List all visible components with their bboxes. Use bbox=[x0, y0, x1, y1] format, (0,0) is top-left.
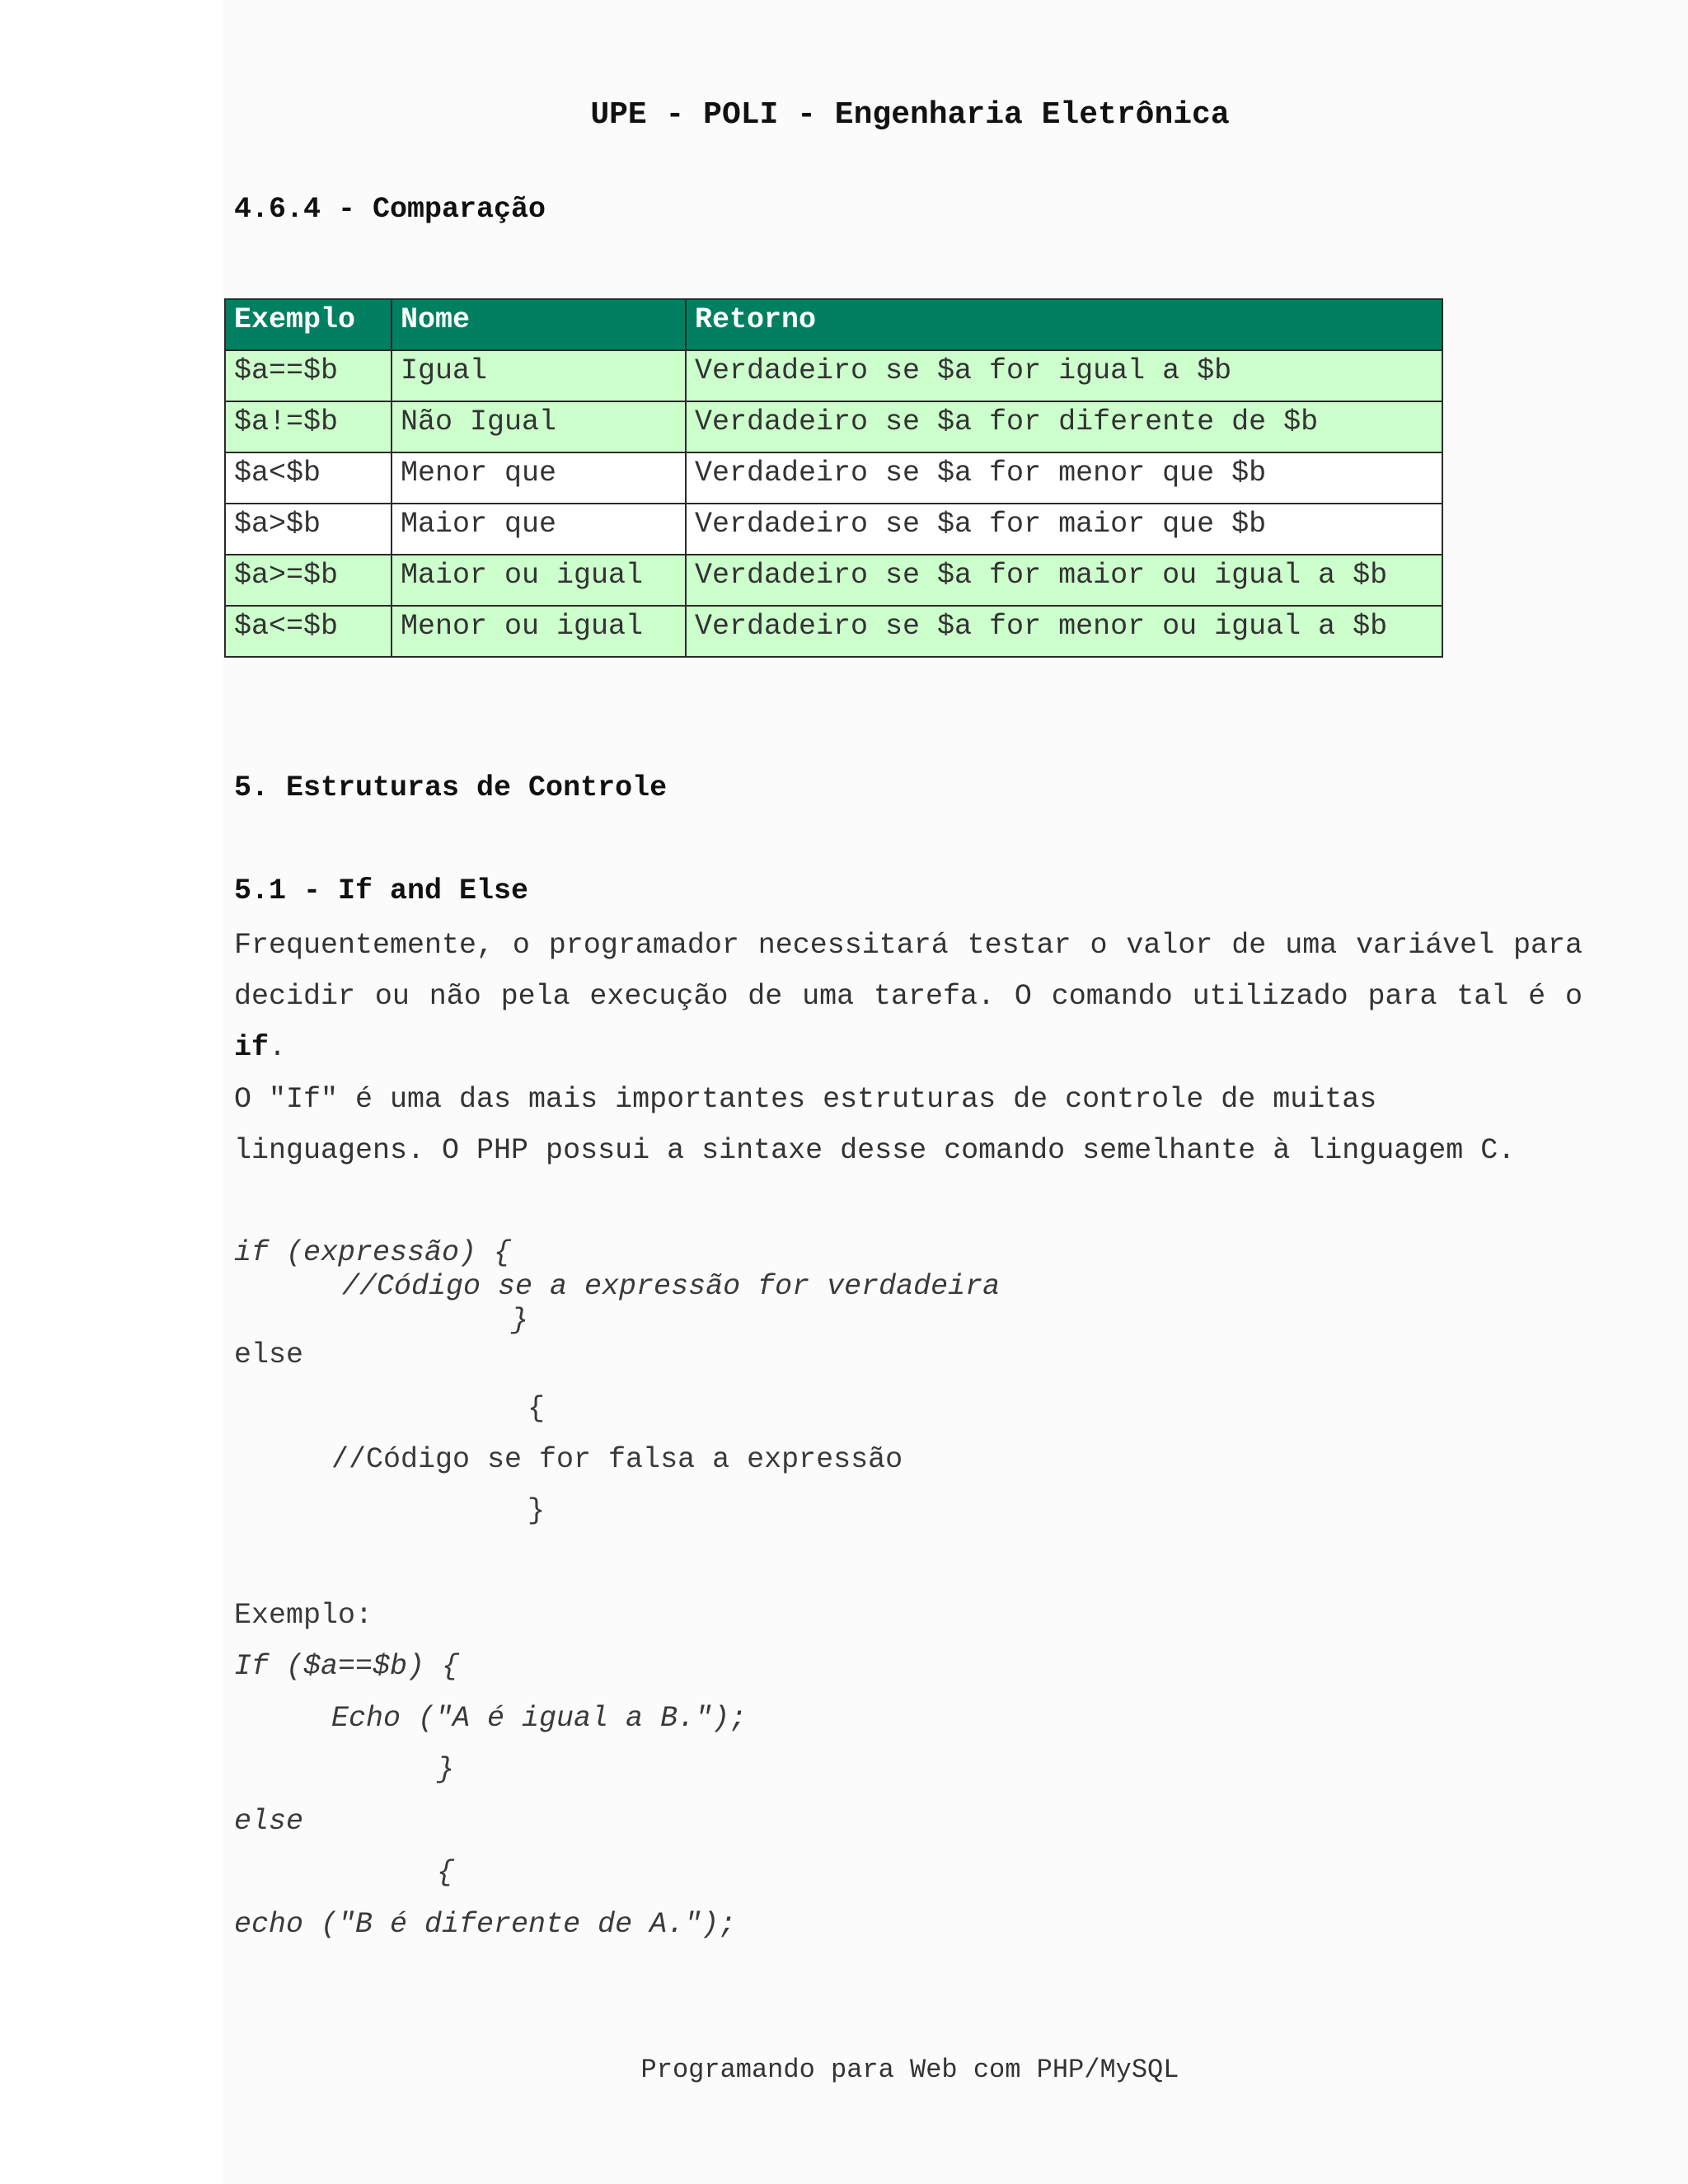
table-header-row bbox=[225, 299, 1442, 350]
table-row bbox=[225, 452, 1442, 504]
column-header-nome: Nome bbox=[392, 299, 686, 350]
code-syntax-line: //Código se a expressão for verdadeira bbox=[342, 1270, 1001, 1303]
example-label: Exemplo: bbox=[234, 1599, 373, 1632]
table-row bbox=[225, 606, 1442, 657]
table-cell-exemplo: $a>$b bbox=[225, 504, 392, 555]
paragraph-text: O "If" é uma das mais importantes estruturas de controle de muitas bbox=[234, 1083, 1377, 1116]
paragraph-text-last-line: linguagens. O PHP possui a sintaxe desse comando semelhante à linguagem C. bbox=[234, 1134, 1516, 1167]
table-cell-retorno: Verdadeiro se $a for maior que $b bbox=[686, 504, 1442, 555]
table-row bbox=[225, 504, 1442, 555]
paragraph-text-end: . bbox=[269, 1031, 287, 1064]
paragraph-if-importance bbox=[234, 1074, 1582, 1176]
table-cell-nome: Maior ou igual bbox=[392, 555, 686, 606]
table-cell-nome: Não Igual bbox=[392, 401, 686, 452]
table-cell-exemplo: $a<$b bbox=[225, 452, 392, 504]
paragraph-text: Frequentemente, o programador necessitará testar o valor de uma variável para decidir ou não pela execução de uma tarefa. O comando utilizado para tal é o bbox=[234, 929, 1582, 1013]
code-example-line: Echo ("A é igual a B."); bbox=[331, 1702, 748, 1735]
page-header-title: UPE - POLI - Engenharia Eletrônica bbox=[590, 97, 1230, 133]
table-cell-nome: Maior que bbox=[392, 504, 686, 555]
code-syntax-line: else bbox=[234, 1338, 304, 1371]
code-example-line: } bbox=[437, 1753, 455, 1786]
table-cell-exemplo: $a==$b bbox=[225, 350, 392, 401]
code-syntax-line: { bbox=[528, 1392, 546, 1425]
table-cell-exemplo: $a!=$b bbox=[225, 401, 392, 452]
keyword-if: if bbox=[234, 1031, 270, 1064]
table-cell-nome: Menor que bbox=[392, 452, 686, 504]
table-row bbox=[225, 401, 1442, 452]
code-syntax-line: if (expressão) { bbox=[234, 1236, 512, 1269]
table-row bbox=[225, 555, 1442, 606]
table-cell-nome: Menor ou igual bbox=[392, 606, 686, 657]
page-footer: Programando para Web com PHP/MySQL bbox=[640, 2055, 1179, 2085]
code-syntax-line: } bbox=[511, 1304, 529, 1337]
table-cell-retorno: Verdadeiro se $a for diferente de $b bbox=[686, 401, 1442, 452]
column-header-exemplo: Exemplo bbox=[225, 299, 392, 350]
comparison-table bbox=[224, 298, 1443, 658]
column-header-retorno: Retorno bbox=[686, 299, 1442, 350]
table-cell-nome: Igual bbox=[392, 350, 686, 401]
code-example-line: echo ("B é diferente de A."); bbox=[234, 1908, 737, 1941]
table-cell-retorno: Verdadeiro se $a for menor ou igual a $b bbox=[686, 606, 1442, 657]
table-cell-exemplo: $a<=$b bbox=[225, 606, 392, 657]
code-example-line: If ($a==$b) { bbox=[234, 1650, 460, 1683]
paragraph-if-intro bbox=[234, 920, 1582, 1073]
code-syntax-line: //Código se for falsa a expressão bbox=[331, 1443, 903, 1476]
table-row bbox=[225, 350, 1442, 401]
table-cell-exemplo: $a>=$b bbox=[225, 555, 392, 606]
code-example-line: else bbox=[234, 1805, 304, 1838]
table-cell-retorno: Verdadeiro se $a for menor que $b bbox=[686, 452, 1442, 504]
table-cell-retorno: Verdadeiro se $a for igual a $b bbox=[686, 350, 1442, 401]
section-heading-comparacao: 4.6.4 - Comparação bbox=[234, 193, 546, 226]
code-syntax-line: } bbox=[528, 1494, 546, 1527]
table-cell-retorno: Verdadeiro se $a for maior ou igual a $b bbox=[686, 555, 1442, 606]
section-heading-estruturas-de-controle: 5. Estruturas de Controle bbox=[234, 771, 668, 804]
section-heading-if-and-else: 5.1 - If and Else bbox=[234, 874, 529, 907]
code-example-line: { bbox=[437, 1856, 455, 1889]
